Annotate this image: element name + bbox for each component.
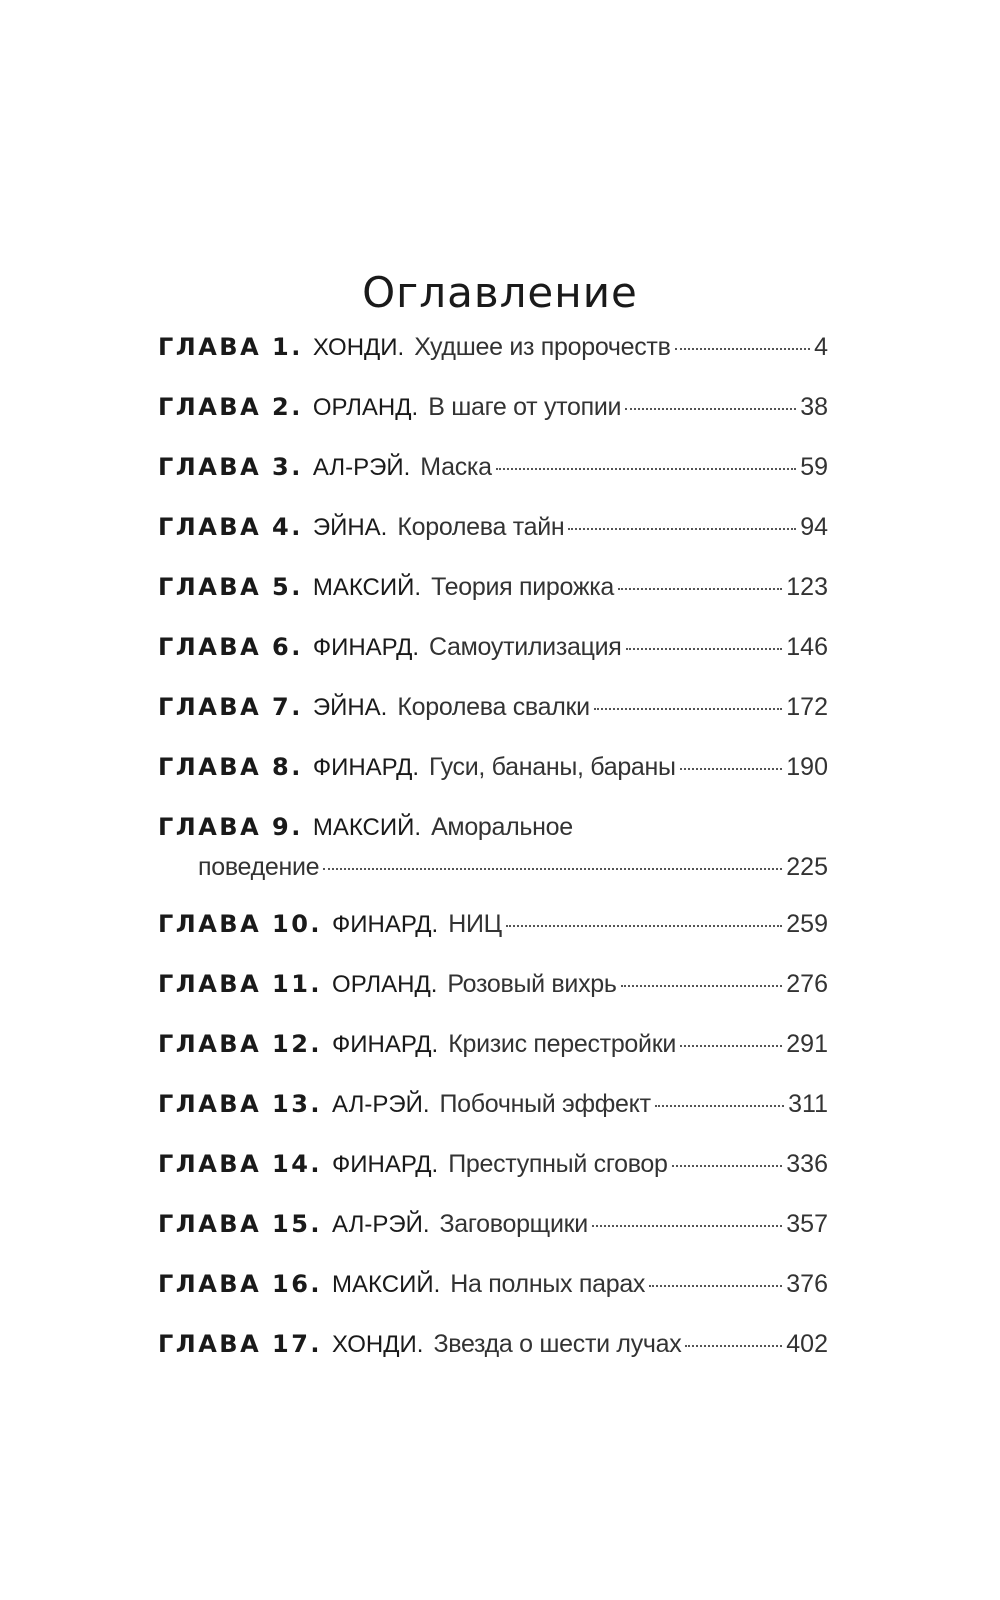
page-number: 38: [800, 393, 828, 421]
chapter-title: Самоутилизация: [429, 633, 622, 661]
chapter-number: ГЛАВА 4.: [158, 513, 303, 541]
page-number: 4: [814, 333, 828, 361]
chapter-character: ЭЙНА.: [312, 694, 388, 721]
chapter-title: Аморальное: [431, 813, 573, 841]
dot-leader: [680, 768, 783, 770]
page-number: 172: [786, 693, 828, 721]
chapter-heading: [158, 1030, 438, 1059]
dot-leader: [496, 468, 796, 470]
chapter-number: ГЛАВА 13.: [158, 1090, 323, 1118]
chapter-character: МАКСИЙ.: [332, 1271, 441, 1298]
page-number: 357: [786, 1210, 828, 1238]
toc-entry[interactable]: [158, 333, 828, 393]
dot-leader: [592, 1225, 782, 1227]
chapter-title: Теория пирожка: [431, 573, 615, 601]
page-number: 291: [786, 1030, 828, 1058]
page-number: 123: [786, 573, 828, 601]
chapter-character: ОРЛАНД.: [332, 971, 438, 998]
toc-entry[interactable]: [158, 1210, 828, 1270]
chapter-character: ФИНАРД.: [332, 1151, 439, 1178]
toc-entry[interactable]: [158, 573, 828, 633]
chapter-character: ФИНАРД.: [332, 911, 439, 938]
dot-leader: [685, 1345, 782, 1347]
chapter-heading: [158, 1150, 438, 1179]
dot-leader: [506, 925, 782, 927]
chapter-title: На полных парах: [450, 1270, 646, 1298]
page-number: 225: [786, 853, 828, 881]
chapter-character: МАКСИЙ.: [312, 574, 422, 601]
chapter-heading: [158, 633, 419, 662]
chapter-character: ФИНАРД.: [332, 1031, 439, 1058]
toc-entry[interactable]: [158, 970, 828, 1030]
chapter-heading: [158, 970, 437, 999]
page-number: 146: [786, 633, 828, 661]
chapter-heading: [158, 1090, 430, 1119]
toc-entry[interactable]: [158, 1270, 828, 1330]
chapter-number: ГЛАВА 9.: [158, 813, 303, 841]
chapter-number: ГЛАВА 3.: [158, 453, 303, 481]
chapter-heading: [158, 910, 438, 939]
page-number: 259: [786, 910, 828, 938]
page-number: 190: [786, 753, 828, 781]
chapter-number: ГЛАВА 8.: [158, 753, 303, 781]
chapter-title: Побочный эффект: [439, 1090, 651, 1118]
dot-leader: [680, 1045, 782, 1047]
chapter-title-continued: поведение: [198, 853, 320, 881]
chapter-number: ГЛАВА 17.: [158, 1330, 323, 1358]
toc-entry[interactable]: [158, 813, 828, 910]
chapter-title: Королева свалки: [397, 693, 590, 721]
dot-leader: [626, 648, 783, 650]
chapter-number: ГЛАВА 11.: [158, 970, 323, 998]
dot-leader: [618, 588, 782, 590]
chapter-character: ФИНАРД.: [312, 754, 420, 781]
chapter-title: Маска: [420, 453, 492, 481]
chapter-character: ОРЛАНД.: [312, 394, 419, 421]
toc-entry[interactable]: [158, 633, 828, 693]
chapter-number: ГЛАВА 12.: [158, 1030, 323, 1058]
chapter-character: ХОНДИ.: [312, 334, 405, 361]
page-number: 376: [786, 1270, 828, 1298]
toc-entry[interactable]: [158, 693, 828, 753]
table-of-contents: [158, 333, 828, 1390]
chapter-heading: [158, 1330, 423, 1359]
dot-leader: [675, 348, 811, 350]
chapter-number: ГЛАВА 6.: [158, 633, 303, 661]
chapter-character: ЭЙНА.: [312, 514, 388, 541]
toc-entry[interactable]: [158, 393, 828, 453]
toc-entry[interactable]: [158, 453, 828, 513]
chapter-heading: [158, 1210, 430, 1239]
chapter-character: ФИНАРД.: [312, 634, 420, 661]
dot-leader: [655, 1105, 784, 1107]
chapter-number: ГЛАВА 7.: [158, 693, 303, 721]
chapter-title: Заговорщики: [439, 1210, 588, 1238]
dot-leader: [594, 708, 782, 710]
chapter-number: ГЛАВА 16.: [158, 1270, 323, 1298]
chapter-title: Розовый вихрь: [447, 970, 617, 998]
toc-entry[interactable]: [158, 1150, 828, 1210]
dot-leader: [625, 408, 796, 410]
page-number: 276: [786, 970, 828, 998]
page-number: 311: [788, 1090, 828, 1118]
chapter-title: Преступный сговор: [448, 1150, 668, 1178]
page-number: 402: [786, 1330, 828, 1358]
chapter-title: Королева тайн: [397, 513, 565, 541]
chapter-number: ГЛАВА 15.: [158, 1210, 323, 1238]
toc-entry[interactable]: [158, 1330, 828, 1390]
chapter-heading: [158, 1270, 440, 1299]
toc-entry[interactable]: [158, 513, 828, 573]
toc-entry[interactable]: [158, 1090, 828, 1150]
chapter-title: Звезда о шести лучах: [433, 1330, 682, 1358]
toc-entry[interactable]: [158, 1030, 828, 1090]
chapter-heading: [158, 393, 418, 422]
chapter-heading: [158, 573, 421, 602]
dot-leader: [649, 1285, 782, 1287]
page-number: 336: [786, 1150, 828, 1178]
dot-leader: [672, 1165, 783, 1167]
chapter-number: ГЛАВА 1.: [158, 333, 303, 361]
toc-entry[interactable]: [158, 753, 828, 813]
chapter-character: МАКСИЙ.: [312, 814, 422, 841]
chapter-number: ГЛАВА 2.: [158, 393, 303, 421]
chapter-character: АЛ-РЭЙ.: [332, 1211, 430, 1238]
chapter-title: НИЦ: [448, 910, 502, 938]
page-number: 59: [800, 453, 828, 481]
chapter-number: ГЛАВА 10.: [158, 910, 323, 938]
chapter-number: ГЛАВА 5.: [158, 573, 303, 601]
chapter-heading: [158, 813, 421, 842]
page-title: Оглавление: [362, 268, 638, 318]
chapter-number: ГЛАВА 14.: [158, 1150, 323, 1178]
chapter-heading: [158, 513, 387, 542]
chapter-title: Гуси, бананы, бараны: [429, 753, 676, 781]
dot-leader: [568, 528, 796, 530]
dot-leader: [323, 868, 782, 870]
dot-leader: [621, 985, 783, 987]
chapter-character: ХОНДИ.: [332, 1331, 424, 1358]
chapter-character: АЛ-РЭЙ.: [312, 454, 411, 481]
page-number: 94: [800, 513, 828, 541]
chapter-title: Кризис перестройки: [448, 1030, 676, 1058]
chapter-heading: [158, 453, 410, 482]
chapter-heading: [158, 693, 387, 722]
toc-entry[interactable]: [158, 910, 828, 970]
chapter-title: В шаге от утопии: [428, 393, 622, 421]
chapter-heading: [158, 333, 404, 362]
chapter-title: Худшее из пророчеств: [414, 333, 671, 361]
chapter-heading: [158, 753, 419, 782]
chapter-character: АЛ-РЭЙ.: [332, 1091, 430, 1118]
